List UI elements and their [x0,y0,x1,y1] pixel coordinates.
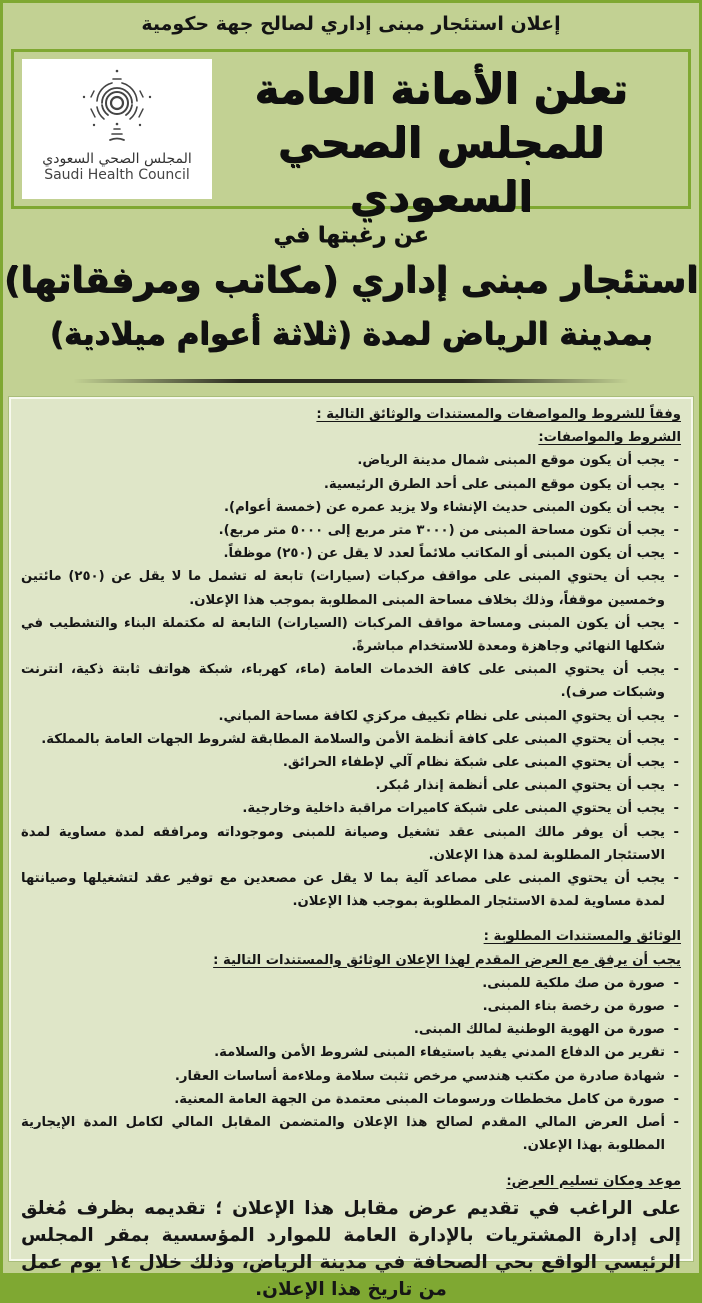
body-lead: وفقاً للشروط والمواصفات والمستندات والوثائق التالية : [316,407,681,422]
condition-item: - يجب أن يحتوي المبنى على نظام تكييف مركزي لكافة مساحة المباني. [21,705,681,728]
condition-item: - يجب أن يحتوي المبنى على كافة أنظمة الأمن والسلامة المطابقة لشروط الجهات العامة بالمملكة. [21,728,681,751]
document-item: - صورة من رخصة بناء المبنى. [21,995,681,1018]
submission-text: على الراغب في تقديم عرض مقابل هذا الإعلان ؛ تقديمه بظرف مُغلق إلى إدارة المشتريات بالإدارة العامة للموارد المؤسسية بمقر المجلس الرئيسي الواقع بحي الصحافة في مدينة الرياض، وذلك خلال ١٤ يوم عمل من تاريخ هذا الإعلان. [21,1197,682,1300]
condition-item: - يجب أن يكون المبنى ومساحة مواقف المركبات (السيارات) التابعة له مكتملة البناء والتشطيب في شكلها النهائي وجاهزة ومعدة للاستخدام مباشرةً. [21,612,681,658]
condition-item: - يجب أن يوفر مالك المبنى عقد تشغيل وصيانة للمبنى وموجوداته ومرافقه لمدة مساوية لمدة الاستئجار المطلوبة لمدة هذا الإعلان. [21,821,681,867]
intro-text: عن رغبتها في [273,223,429,248]
submission-heading: موعد ومكان تسليم العرض: [506,1173,681,1189]
conditions-list [21,449,681,913]
document-item: - صورة من الهوية الوطنية لمالك المبنى. [21,1018,681,1041]
document-item: - شهادة صادرة من مكتب هندسي مرخص تثبت سلامة وملاءمة أساسات العقار. [21,1065,681,1088]
documents-heading: الوثائق والمستندات المطلوبة : [483,929,681,945]
condition-item: - يجب أن يحتوي المبنى على شبكة نظام آلي لإطفاء الحرائق. [21,751,681,774]
condition-item: - يجب أن يكون المبنى أو المكاتب ملائماً لعدد لا يقل عن (٢٥٠) موظفاً. [21,542,681,565]
conditions-heading: الشروط والمواصفات: [538,430,681,446]
condition-item: - يجب أن يحتوي المبنى على أنظمة إنذار مُبكر. [21,774,681,797]
documents-lead: يجب أن يرفق مع العرض المقدم لهذا الإعلان الوثائق والمستندات التالية : [213,952,681,968]
condition-item: - يجب أن تكون مساحة المبنى من (٣٠٠٠ متر مربع إلى ٥٠٠٠ متر مربع). [21,519,681,542]
condition-item: - يجب أن يكون المبنى حديث الإنشاء ولا يزيد عمره عن (خمسة أعوام). [21,496,681,519]
ad-top-title: إعلان استئجار مبنى إداري لصالح جهة حكومية [141,13,561,35]
document-item: - أصل العرض المالي المقدم لصالح هذا الإعلان والمتضمن المقابل المالي لكامل المدة الإيجارية المطلوبة بهذا الإعلان. [21,1111,681,1157]
logo [22,59,212,199]
document-item: - تقرير من الدفاع المدني يفيد باستيفاء المبنى لشروط الأمن والسلامة. [21,1041,681,1064]
condition-item: - يجب أن يحتوي المبنى على شبكة كاميرات مراقبة داخلية وخارجية. [21,797,681,820]
logo-name-english: Saudi Health Council [44,167,190,183]
decorative-divider [73,379,629,383]
condition-item: - يجب أن يحتوي المبنى على مواقف مركبات (سيارات) تابعة له تشمل ما لا يقل عن (٢٥٠) مائتين وخمسين موقفاً، وذلك بخلاف مساحة المبنى المطلوبة بموجب هذا الإعلان. [21,565,681,611]
logo-name-arabic: المجلس الصحي السعودي [42,151,192,167]
header-title: تعلن الأمانة العامة للمجلس الصحي السعودي [254,64,628,221]
ad-body [9,397,693,1300]
documents-list [21,972,681,1158]
condition-item: - يجب أن يكون موقع المبنى على أحد الطرق الرئيسية. [21,473,681,496]
headline: استئجار مبنى إداري (مكاتب ومرفقاتها) [3,260,699,301]
condition-item: - يجب أن يحتوي المبنى على كافة الخدمات العامة (ماء، كهرباء، شبكة هواتف ثابتة ذكية، انترنت وشبكات صرف). [21,658,681,704]
header-box [11,49,691,221]
document-item: - صورة من كامل مخططات ورسومات المبنى معتمدة من الجهة العامة المعنية. [21,1088,681,1111]
condition-item: - يجب أن يكون موقع المبنى شمال مدينة الرياض. [21,449,681,472]
saudi-health-council-logo-icon [72,67,162,149]
subheadline: بمدينة الرياض لمدة (ثلاثة أعوام ميلادية) [49,316,653,352]
condition-item: - يجب أن يحتوي المبنى على مصاعد آلية بما لا يقل عن مصعدين مع توفير عقد لتشغيلها وصيانتها لمدة مساوية لمدة الاستئجار المطلوبة بموجب هذا الإعلان. [21,867,681,913]
document-item: - صورة من صك ملكية للمبنى. [21,972,681,995]
